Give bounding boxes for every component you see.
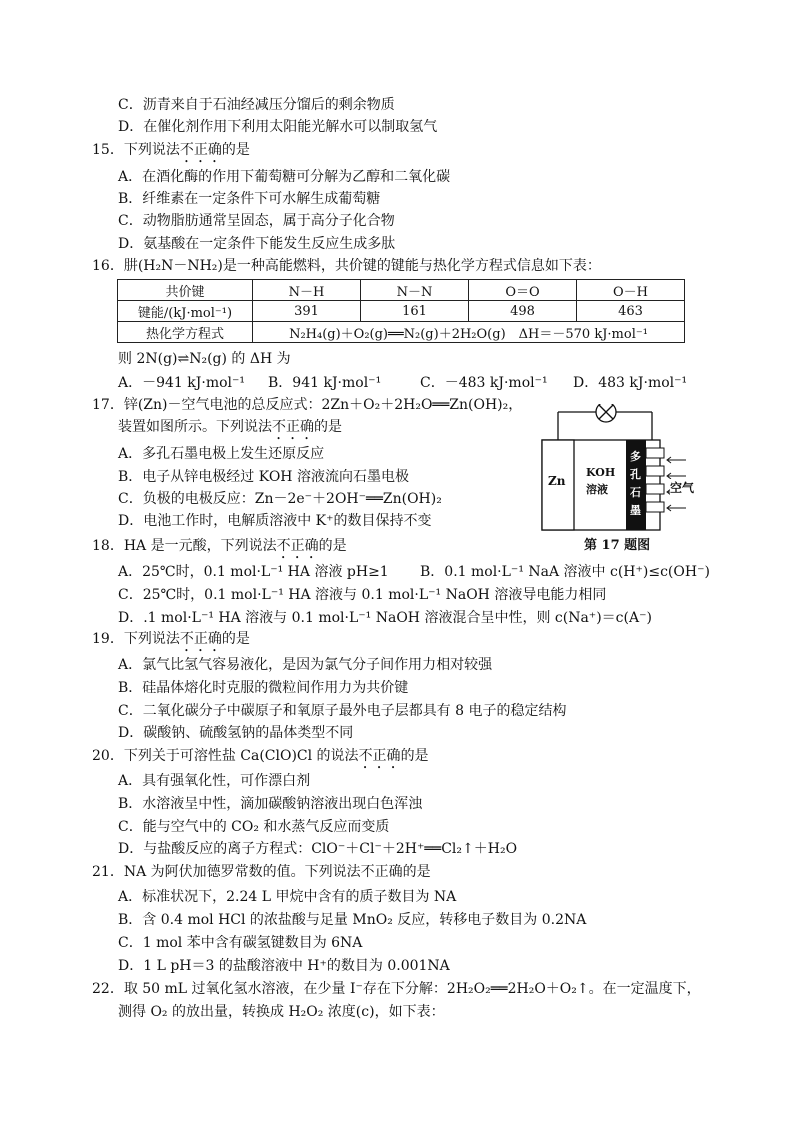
table-row [118, 301, 685, 322]
q15-option-B: B．纤维素在一定条件下可水解生成葡萄糖 [118, 191, 381, 207]
emphasis-not-correct: 不正确 [276, 538, 319, 554]
solution-label: 溶液 [586, 483, 608, 496]
q20-option-C: C．能与空气中的 CO₂ 和水蒸气反应而变质 [118, 819, 390, 835]
q16-option-B: B．941 kJ·mol⁻¹ [268, 375, 382, 391]
q18-option-B: B．0.1 mol·L⁻¹ NaA 溶液中 c(H⁺)≤c(OH⁻) [420, 564, 710, 580]
table-header-cell: O－H [577, 280, 685, 301]
question-15-stem: 15．下列说法不正确的是 [92, 142, 250, 158]
q16-option-D: D．483 kJ·mol⁻¹ [573, 375, 688, 391]
bond-energy-table [117, 279, 685, 343]
question-19-stem: 19．下列说法不正确的是 [92, 631, 250, 647]
q17-option-C: C．负极的电极反应：Zn－2e⁻＋2OH⁻══Zn(OH)₂ [118, 491, 442, 507]
emphasis-not-correct: 不正确 [272, 419, 314, 435]
q17-option-B: B．电子从锌电极经过 KOH 溶液流向石墨电极 [118, 469, 409, 485]
question-17-stem: 17．锌(Zn)－空气电池的总反应式：2Zn＋O₂＋2H₂O══Zn(OH)₂， [92, 397, 523, 413]
emphasis-not-correct: 不正确 [358, 748, 401, 764]
graphite-label: 多 孔 石 墨 [630, 450, 641, 517]
q21-option-D: D．1 L pH＝3 的盐酸溶液中 H⁺的数目为 0.001NA [118, 958, 450, 974]
question-22-stem-2: 测得 O₂ 的放出量，转换成 H₂O₂ 浓度(c)，如下表： [118, 1004, 445, 1020]
option-C: C．沥青来自于石油经减压分馏后的剩余物质 [118, 97, 395, 113]
table-header-cell: N－H [253, 280, 361, 301]
q18-option-C: C．25℃时，0.1 mol·L⁻¹ HA 溶液与 0.1 mol·L⁻¹ NaOH 溶液导电能力相同 [118, 587, 607, 603]
q19-option-C: C．二氧化碳分子中碳原子和氧原子最外电子层都具有 8 电子的稳定结构 [118, 703, 567, 719]
q19-option-A: A．氯气比氢气容易液化，是因为氯气分子间作用力相对较强 [118, 657, 493, 673]
q16-ask: 则 2N(g)⇌N₂(g) 的 ΔH 为 [118, 351, 291, 367]
option-D: D．在催化剂作用下利用太阳能光解水可以制取氢气 [118, 119, 438, 135]
q17-option-A: A．多孔石墨电极上发生还原反应 [118, 446, 325, 462]
q18-option-A: A．25℃时，0.1 mol·L⁻¹ HA 溶液 pH≥1 [118, 564, 389, 580]
question-20-stem: 20．下列关于可溶性盐 Ca(ClO)Cl 的说法不正确的是 [92, 748, 429, 764]
zn-label: Zn [548, 474, 566, 488]
lamp-icon [596, 404, 616, 422]
q19-option-B: B．硅晶体熔化时克服的微粒间作用力为共价键 [118, 680, 409, 696]
q17-option-D: D．电池工作时，电解质溶液中 K⁺的数目保持不变 [118, 513, 432, 529]
question-16-stem: 16．肼(H₂N－NH₂)是一种高能燃料，共价键的键能与热化学方程式信息如下表： [92, 258, 601, 274]
table-cell: 热化学方程式 [118, 322, 253, 343]
q21-option-B: B．含 0.4 mol HCl 的浓盐酸与足量 MnO₂ 反应，转移电子数目为 0.2NA [118, 912, 587, 928]
question-17-stem-2: 装置如图所示。下列说法不正确的是 [118, 419, 342, 435]
q20-option-B: B．水溶液呈中性，滴加碳酸钠溶液出现白色浑浊 [118, 796, 423, 812]
table-row [118, 322, 685, 343]
q20-option-A: A．具有强氧化性，可作漂白剂 [118, 773, 311, 789]
table-header-cell: O＝O [469, 280, 577, 301]
question-18-stem: 18．HA 是一元酸，下列说法不正确的是 [92, 538, 347, 554]
thermo-equation: N₂H₄(g)＋O₂(g)══N₂(g)＋2H₂O(g) ΔH＝－570 kJ·mol⁻¹ [253, 322, 685, 343]
q18-option-D: D．.1 mol·L⁻¹ HA 溶液与 0.1 mol·L⁻¹ NaOH 溶液混合呈中性，则 c(Na⁺)＝c(A⁻) [118, 610, 652, 626]
q15-option-D: D．氨基酸在一定条件下能发生反应生成多肽 [118, 236, 396, 252]
q21-option-A: A．标准状况下，2.24 L 甲烷中含有的质子数目为 NA [118, 889, 457, 905]
table-header-cell: 共价键 [118, 280, 253, 301]
figure-caption: 第 17 题图 [584, 538, 651, 553]
table-cell: 391 [253, 301, 361, 322]
q15-option-A: A．在酒化酶的作用下葡萄糖可分解为乙醇和二氧化碳 [118, 169, 451, 185]
table-cell: 463 [577, 301, 685, 322]
question-21-stem: 21．NA 为阿伏加德罗常数的值。下列说法不正确的是 [92, 864, 431, 880]
question-22-stem: 22．取 50 mL 过氧化氢水溶液，在少量 I⁻存在下分解：2H₂O₂══2H₂O＋O₂↑。在一定温度下， [92, 981, 701, 997]
q16-option-A: A．－941 kJ·mol⁻¹ [118, 375, 246, 391]
q19-option-D: D．碳酸钠、硫酸氢钠的晶体类型不同 [118, 725, 354, 741]
q16-option-C: C．－483 kJ·mol⁻¹ [420, 375, 548, 391]
q20-option-D: D．与盐酸反应的离子方程式：ClO⁻＋Cl⁻＋2H⁺══Cl₂↑＋H₂O [118, 841, 518, 857]
emphasis-not-correct: 不正确 [179, 142, 222, 158]
q21-option-C: C．1 mol 苯中含有碳氢键数目为 6NA [118, 935, 363, 951]
table-header-cell: N－N [361, 280, 469, 301]
q15-option-C: C．动物脂肪通常呈固态，属于高分子化合物 [118, 213, 395, 229]
table-cell: 键能/(kJ·mol⁻¹) [118, 301, 253, 322]
air-label: 空气 [670, 481, 695, 495]
emphasis-not-correct: 不正确 [179, 631, 222, 647]
table-cell: 498 [469, 301, 577, 322]
table-row [118, 280, 685, 301]
battery-figure [536, 404, 696, 554]
table-cell: 161 [361, 301, 469, 322]
koh-label: KOH [586, 466, 616, 479]
